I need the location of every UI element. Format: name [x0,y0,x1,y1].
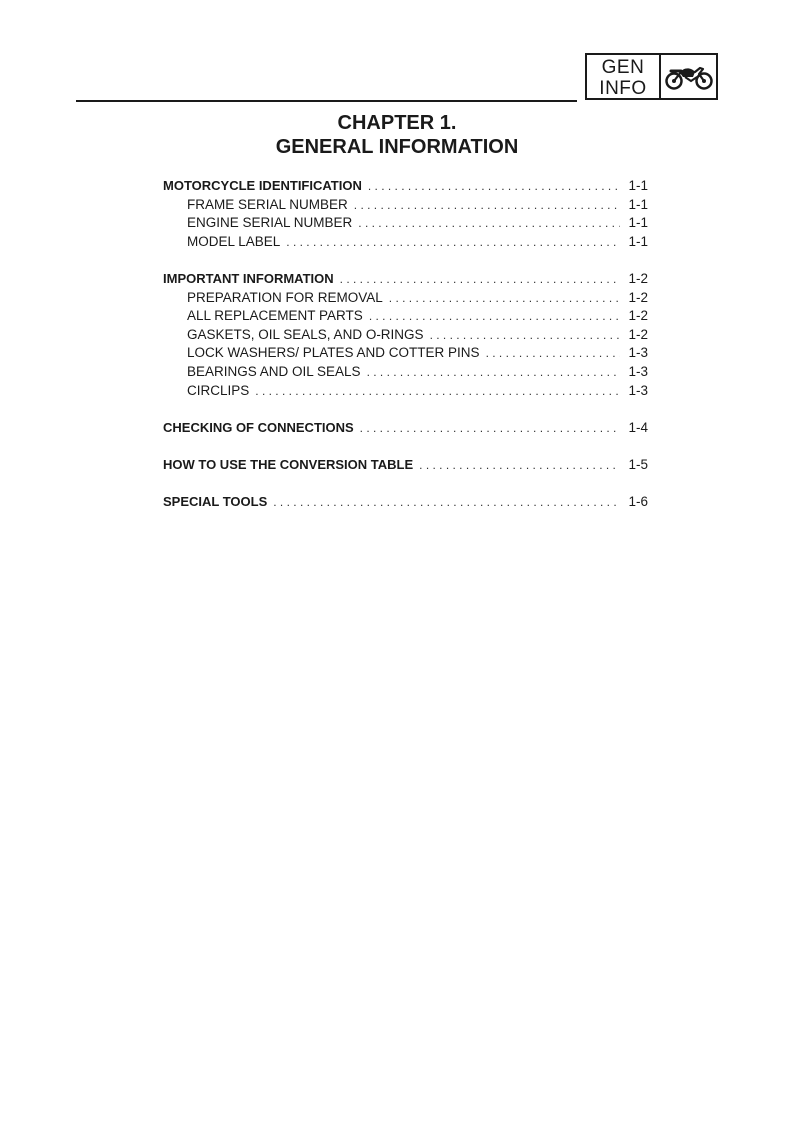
toc-entry-title: SPECIAL TOOLS [163,494,268,510]
toc-entry-page: 1-2 [628,270,648,286]
toc-leader-dots [358,214,620,233]
toc-entry-title: CIRCLIPS [187,382,250,398]
toc-sub-entry[interactable] [163,196,648,215]
chapter-name: GENERAL INFORMATION [275,136,519,158]
toc-entry-page: 1-1 [628,196,648,212]
toc-main-entry[interactable] [163,419,648,438]
section-tab [585,53,718,100]
toc-entry-page: 1-2 [628,326,648,342]
section-label-line1: GEN [601,57,645,78]
toc-entry-page: 1-2 [628,289,648,305]
toc-entry-page: 1-3 [628,345,648,361]
header-rule [76,100,577,102]
toc-sub-entry[interactable] [163,289,648,308]
toc-leader-dots [255,382,620,401]
toc-entry-page: 1-1 [628,233,648,249]
toc-entry-page: 1-6 [628,494,648,510]
toc-main-entry[interactable] [163,177,648,196]
toc-sub-entry[interactable] [163,214,648,233]
toc-leader-dots [360,419,621,438]
toc-leader-dots [368,177,621,196]
toc-entry-title: HOW TO USE THE CONVERSION TABLE [163,456,414,472]
toc-leader-dots [354,196,621,215]
toc-main-entry[interactable] [163,493,648,512]
chapter-number: CHAPTER 1. [337,112,457,134]
section-label [587,57,659,99]
toc-entry-page: 1-1 [628,215,648,231]
toc-leader-dots [389,289,621,308]
toc-entry-page: 1-3 [628,382,648,398]
table-of-contents [163,177,648,512]
toc-leader-dots [340,270,621,289]
toc-entry-title: GASKETS, OIL SEALS, AND O-RINGS [187,326,424,342]
toc-sub-entry[interactable] [163,344,648,363]
toc-leader-dots [430,326,621,345]
toc-entry-title: MOTORCYCLE IDENTIFICATION [163,178,362,193]
toc-leader-dots [367,363,621,382]
toc-entry-title: CHECKING OF CONNECTIONS [163,419,354,435]
toc-entry-page: 1-3 [628,363,648,379]
section-divider [659,55,661,98]
toc-main-entry[interactable] [163,456,648,475]
toc-sub-entry[interactable] [163,233,648,252]
section-label-line2: INFO [599,78,647,99]
toc-leader-dots [369,307,621,326]
toc-entry-page: 1-2 [628,308,648,324]
chapter-title [0,111,794,159]
toc-entry-page: 1-4 [628,419,648,435]
toc-entry-title: ALL REPLACEMENT PARTS [187,308,363,324]
toc-entry-title: MODEL LABEL [187,233,281,249]
motorcycle-icon [665,63,713,91]
toc-sub-entry[interactable] [163,326,648,345]
toc-entry-page: 1-5 [628,456,648,472]
toc-leader-dots [286,233,620,252]
toc-leader-dots [273,493,620,512]
toc-leader-dots [486,344,621,363]
toc-entry-title: BEARINGS AND OIL SEALS [187,363,361,379]
toc-entry-title: FRAME SERIAL NUMBER [187,196,348,212]
toc-sub-entry[interactable] [163,307,648,326]
toc-entry-title: PREPARATION FOR REMOVAL [187,289,383,305]
toc-sub-entry[interactable] [163,363,648,382]
toc-entry-title: IMPORTANT INFORMATION [163,270,334,286]
toc-leader-dots [419,456,620,475]
toc-main-entry[interactable] [163,270,648,289]
toc-entry-page: 1-1 [628,178,648,193]
toc-entry-title: LOCK WASHERS/ PLATES AND COTTER PINS [187,345,480,361]
toc-entry-title: ENGINE SERIAL NUMBER [187,215,353,231]
toc-sub-entry[interactable] [163,382,648,401]
